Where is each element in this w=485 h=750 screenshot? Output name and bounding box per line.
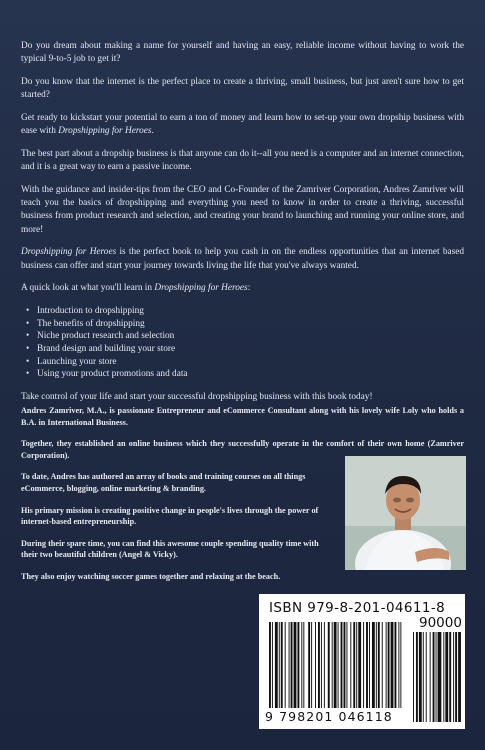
closing-call-to-action: Take control of your life and start your successful dropshipping business with this book today! xyxy=(21,391,373,402)
barcode-bar xyxy=(400,622,401,708)
barcode-bar xyxy=(285,622,286,708)
barcode-bar xyxy=(338,622,339,708)
barcode-bar xyxy=(294,622,297,708)
barcode-bar xyxy=(438,632,442,722)
barcode-bar xyxy=(275,622,278,708)
barcode-bar xyxy=(363,622,364,708)
description-paragraph-6 xyxy=(21,246,464,272)
bio-paragraph-1: Andres Zamriver, M.A., is passionate Entrepreneur and eCommerce Consultant along with his lovely wife Loly who holds a B.A. in International Business. xyxy=(21,406,464,427)
list-item: • Introduction to dropshipping xyxy=(37,305,464,318)
barcode-bar xyxy=(272,622,273,708)
barcode-bar xyxy=(458,632,461,722)
barcode-bar xyxy=(291,622,293,708)
barcode-bar xyxy=(413,632,414,722)
barcode-bar xyxy=(279,622,280,708)
barcode-bar xyxy=(318,622,320,708)
book-title-italic: Dropshipping for Heroes xyxy=(21,247,117,258)
barcode-bar xyxy=(430,632,431,722)
description-text: : xyxy=(247,283,251,294)
book-title-italic: Dropshipping for Heroes xyxy=(154,283,248,294)
description-paragraph-2: Do you know that the internet is the perfect place to create a thriving, small business, but just aren't sure how to get started? xyxy=(21,77,464,101)
barcode-bar xyxy=(334,622,337,708)
description-text: is the perfect book to help you cash in on the endless opportunities that an internet based business can offer and start your journey towards living the life that you've always wanted. xyxy=(21,247,464,271)
barcode-bar xyxy=(311,622,312,708)
barcode-bar xyxy=(369,622,370,708)
barcode-bar xyxy=(382,622,383,708)
barcode-bar xyxy=(436,632,437,722)
barcode-bar xyxy=(332,622,333,708)
barcode-bar xyxy=(303,622,304,708)
barcode-bar xyxy=(376,622,377,708)
barcode-bar xyxy=(358,622,361,708)
barcode-bar xyxy=(455,632,457,722)
barcode-bar xyxy=(353,622,355,708)
isbn-label: ISBN 979-8-201-04611-8 xyxy=(269,600,446,616)
learning-list xyxy=(21,305,464,381)
barcode-bar xyxy=(453,632,454,722)
list-item: • Using your product promotions and data xyxy=(37,368,464,381)
barcode-bar xyxy=(281,622,283,708)
barcode-digits: 9 798201 046118 xyxy=(265,709,393,724)
barcode-bar xyxy=(426,632,427,722)
book-description xyxy=(21,40,464,414)
description-text: . xyxy=(151,126,154,137)
barcode-bar xyxy=(398,622,399,708)
price-code: 90000 xyxy=(419,615,462,631)
author-photo xyxy=(345,456,466,570)
barcode-bar xyxy=(449,632,451,722)
barcode-bar xyxy=(308,622,310,708)
list-item: • The benefits of dropshipping xyxy=(37,318,464,331)
bio-paragraph-4: His primary mission is creating positive change in people's lives through the power of internet-based entrepreneurship. xyxy=(21,505,319,527)
barcode-bar xyxy=(301,622,302,708)
bio-paragraph-6: They also enjoy watching soccer games together and relaxing at the beach. xyxy=(21,571,281,581)
barcode-bar xyxy=(328,622,330,708)
barcode-bar xyxy=(445,632,448,722)
barcode-bar xyxy=(324,622,325,708)
author-portrait-illustration xyxy=(345,456,466,570)
barcode-bar xyxy=(433,632,435,722)
barcode-bar xyxy=(356,622,357,708)
barcode-bar xyxy=(372,622,375,708)
description-text: A quick look at what you'll learn in xyxy=(21,283,155,294)
barcode-bar xyxy=(388,622,390,708)
list-item: • Niche product research and selection xyxy=(37,330,464,343)
barcode-bar xyxy=(423,632,424,722)
barcode-bar xyxy=(289,622,290,708)
barcode-bar xyxy=(419,632,422,722)
barcode-bar xyxy=(341,622,343,708)
description-paragraph-1: Do you dream about making a name for yourself and having an easy, reliable income without having to work the typical 9-to-5 job to get it? xyxy=(21,41,464,65)
isbn-barcode xyxy=(259,594,465,729)
barcode-bar xyxy=(416,632,418,722)
barcode-bar xyxy=(395,622,397,708)
bio-paragraph-3: To date, Andres has authored an array of books and training courses on all things eCommerce, blogging, online marketing & branding. xyxy=(21,472,306,493)
barcode-bar xyxy=(386,622,387,708)
barcode-bar xyxy=(269,622,271,708)
barcode-bar xyxy=(350,622,351,708)
description-paragraph-3 xyxy=(21,112,464,138)
barcode-bar xyxy=(443,632,444,722)
barcode-bar xyxy=(321,622,322,708)
description-paragraph-5: With the guidance and insider-tips from the CEO and Co-Founder of the Zamriver Corporation, Andres Zamriver will teach you the basics of dropshipping and everything you need to know in order to create a thriving, successful business from product research and selection, and creating your brand to launching and running your online store, and more! xyxy=(21,185,464,235)
barcode-bar xyxy=(297,622,299,708)
barcode-bar xyxy=(378,622,380,708)
bio-paragraph-2: Together, they established an online business which they successfully operate in the comfort of their own home (Zamriver Corporation). xyxy=(21,439,464,460)
list-item: • Brand design and building your store xyxy=(37,343,464,356)
list-item: • Launching your store xyxy=(37,356,464,369)
book-title-italic: Dropshipping for Heroes xyxy=(58,126,152,137)
barcode-bar xyxy=(315,622,316,708)
description-paragraph-7 xyxy=(21,282,464,295)
description-text: Get ready to kickstart your potential to earn a ton of money and learn how to set-up your own dropship business with ease with xyxy=(21,113,464,137)
description-paragraph-4: The best part about a dropship business is that anyone can do it--all you need is a computer and an internet connection, and it is a great way to earn a passive income. xyxy=(21,149,464,173)
barcode-bar xyxy=(344,622,346,708)
barcode-bar xyxy=(366,622,368,708)
bio-paragraph-5: During their spare time, you can find this awesome couple spending quality time with their two beautiful children (Angel & Vicky). xyxy=(21,538,319,560)
barcode-bar xyxy=(391,622,394,708)
barcode-bar xyxy=(346,622,347,708)
